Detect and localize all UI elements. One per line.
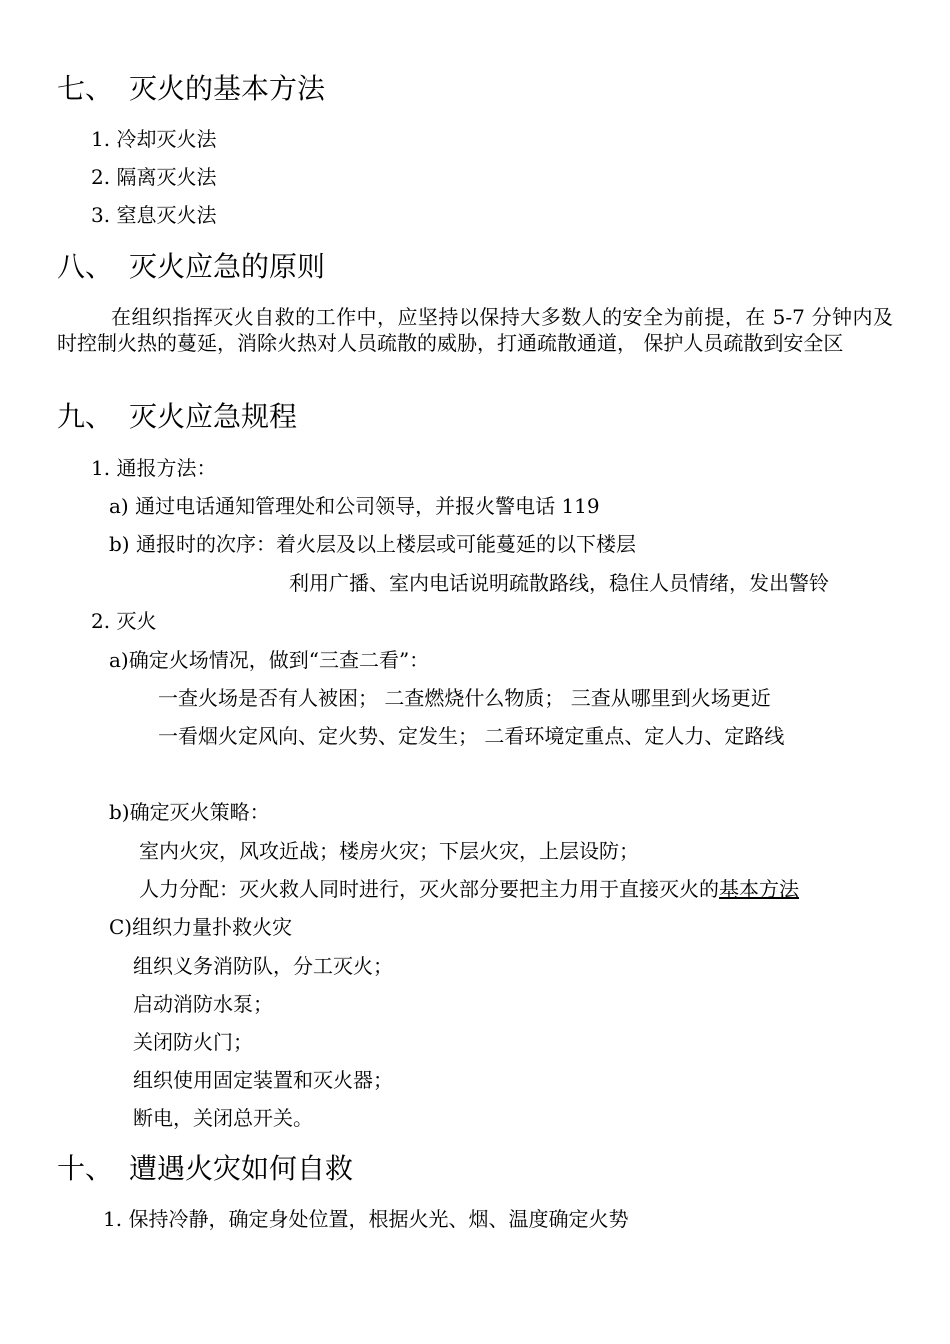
list-item: 1. 冷却灭火法 — [91, 127, 217, 151]
section-title: 灭火应急的原则 — [129, 250, 326, 283]
section-heading-9 — [57, 400, 297, 434]
section-number: 八、 — [57, 250, 114, 283]
detail-line: 组织使用固定装置和灭火器； — [133, 1068, 393, 1092]
section-title: 遭遇火灾如何自救 — [129, 1152, 354, 1185]
section-heading-8 — [57, 250, 325, 284]
sub-item-continuation: 利用广播、室内电话说明疏散路线，稳住人员情绪，发出警铃 — [289, 571, 829, 595]
sub-item: b) 通报时的次序：着火层及以上楼层或可能蔓延的以下楼层 — [109, 532, 636, 556]
section-number: 九、 — [57, 400, 114, 433]
detail-line — [139, 876, 799, 902]
section-number: 十、 — [57, 1152, 114, 1185]
section-title: 灭火的基本方法 — [129, 72, 326, 105]
list-item: 2. 隔离灭火法 — [91, 165, 217, 189]
underlined-text: 基本方法 — [719, 877, 799, 901]
principle-paragraph: 在组织指挥灭火自救的工作中，应坚持以保持大多数人的安全为前提，在 5-7 分钟内及时控制火热的蔓延，消除火热对人员疏散的威胁，打通疏散通道， 保护人员疏散到安全区 — [57, 305, 893, 355]
detail-line: 一查火场是否有人被困； 二查燃烧什么物质； 三查从哪里到火场更近 — [158, 686, 771, 710]
detail-line: 断电，关闭总开关。 — [133, 1106, 313, 1130]
section-heading-7 — [57, 72, 325, 106]
section-heading-10 — [57, 1152, 353, 1186]
detail-line: 关闭防火门； — [133, 1030, 253, 1054]
section-title: 灭火应急规程 — [129, 400, 298, 433]
list-item: 1. 保持冷静，确定身处位置，根据火光、烟、温度确定火势 — [103, 1207, 629, 1231]
list-item: 2. 灭火 — [91, 609, 157, 633]
section-number: 七、 — [57, 72, 114, 105]
sub-item: a) 通过电话通知管理处和公司领导，并报火警电话 119 — [109, 494, 600, 518]
detail-line: 组织义务消防队，分工灭火； — [133, 954, 393, 978]
list-item: 1. 通报方法： — [91, 456, 217, 480]
detail-line: 启动消防水泵； — [133, 992, 273, 1016]
list-item: 3. 窒息灭火法 — [91, 203, 217, 227]
sub-item: b)确定灭火策略： — [109, 800, 270, 824]
detail-line: 室内火灾，风攻近战；楼房火灾；下层火灾，上层设防； — [139, 839, 639, 863]
detail-text: 人力分配：灭火救人同时进行，灭火部分要把主力用于直接灭火的 — [139, 877, 719, 901]
detail-line: 一看烟火定风向、定火势、定发生； 二看环境定重点、定人力、定路线 — [158, 724, 785, 748]
sub-item: a)确定火场情况，做到“三查二看”： — [109, 648, 430, 672]
sub-item: C)组织力量扑救火灾 — [109, 915, 293, 939]
